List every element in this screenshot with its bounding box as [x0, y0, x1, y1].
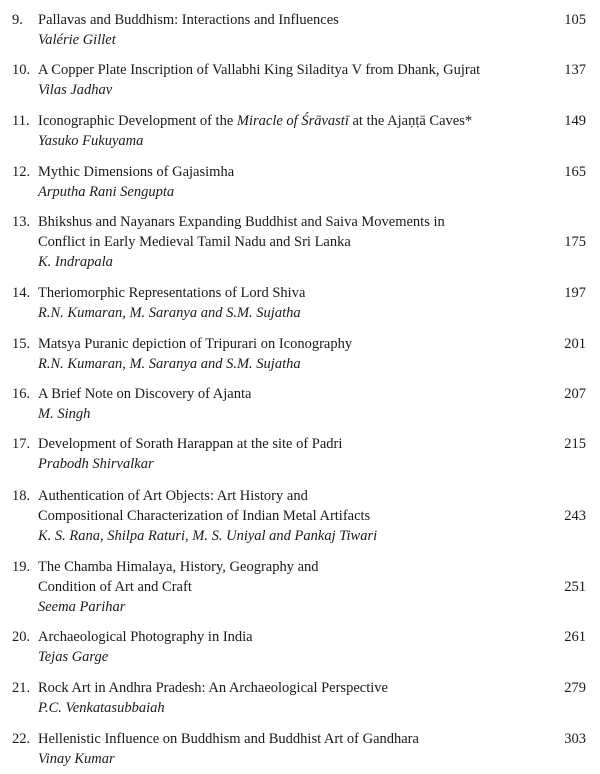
- entry-title: Mythic Dimensions of Gajasimha: [38, 164, 235, 180]
- entry-title: Condition of Art and Craft: [38, 579, 192, 595]
- entry-title: Matsya Puranic depiction of Tripurari on Iconography: [38, 336, 353, 352]
- page-number: 261: [564, 629, 586, 645]
- entry-number: 21.: [12, 680, 31, 696]
- entry-title: Iconographic Development of the Miracle of Śrāvastī at the Ajaṇṭā Caves*: [38, 113, 473, 129]
- entry-title: Archaeological Photography in India: [38, 629, 253, 645]
- page-number: 105: [564, 12, 586, 28]
- entry-number: 10.: [12, 62, 31, 78]
- entry-number: 20.: [12, 629, 31, 645]
- entry-number: 17.: [12, 436, 31, 452]
- page-number: 197: [564, 285, 586, 301]
- title-italic: Miracle of Śrāvastī: [236, 113, 349, 129]
- entry-number: 14.: [12, 285, 31, 301]
- page-number: 243: [564, 508, 586, 524]
- entry-number: 13.: [12, 214, 31, 230]
- entry-number: 9.: [12, 12, 23, 28]
- page-number: 303: [564, 731, 586, 747]
- page-number: 251: [564, 579, 586, 595]
- entry-author: M. Singh: [38, 406, 91, 422]
- page-number: 137: [564, 62, 586, 78]
- entry-author: Yasuko Fukuyama: [38, 133, 144, 149]
- entry-author: Prabodh Shirvalkar: [38, 456, 154, 472]
- entry-title: Compositional Characterization of Indian Metal Artifacts: [38, 508, 371, 524]
- entry-author: K. Indrapala: [38, 254, 113, 270]
- entry-number: 18.: [12, 488, 31, 504]
- entry-number: 22.: [12, 731, 31, 747]
- entry-number: 15.: [12, 336, 31, 352]
- entry-author: Tejas Garge: [38, 649, 109, 665]
- entry-author: P.C. Venkatasubbaiah: [38, 700, 165, 716]
- entry-author: Arputha Rani Sengupta: [38, 184, 175, 200]
- entry-author: Seema Parihar: [38, 599, 126, 615]
- entry-title: Conflict in Early Medieval Tamil Nadu and Sri Lanka: [38, 234, 351, 250]
- entry-title: Hellenistic Influence on Buddhism and Buddhist Art of Gandhara: [38, 731, 419, 747]
- entry-title: The Chamba Himalaya, History, Geography and: [38, 559, 319, 575]
- page-number: 207: [564, 386, 586, 402]
- entry-number: 11.: [12, 113, 30, 129]
- entry-author: K. S. Rana, Shilpa Raturi, M. S. Uniyal and Pankaj Tiwari: [38, 528, 378, 544]
- entry-number: 12.: [12, 164, 31, 180]
- entry-title: A Copper Plate Inscription of Vallabhi King Siladitya V from Dhank, Gujrat: [38, 62, 481, 78]
- page-number: 279: [564, 680, 586, 696]
- page-number: 149: [564, 113, 586, 129]
- entry-author: Valérie Gillet: [38, 32, 116, 48]
- entry-author: Vinay Kumar: [38, 751, 115, 767]
- entry-author: R.N. Kumaran, M. Saranya and S.M. Sujatha: [38, 356, 301, 372]
- entry-number: 19.: [12, 559, 31, 575]
- entry-author: Vilas Jadhav: [38, 82, 113, 98]
- page-number: 201: [564, 336, 586, 352]
- page-number: 215: [564, 436, 586, 452]
- entry-title: Development of Sorath Harappan at the site of Padri: [38, 436, 343, 452]
- entry-title: Bhikshus and Nayanars Expanding Buddhist and Saiva Movements in: [38, 214, 445, 230]
- entry-title: Theriomorphic Representations of Lord Shiva: [38, 285, 306, 301]
- entry-title: A Brief Note on Discovery of Ajanta: [38, 386, 252, 402]
- page-number: 165: [564, 164, 586, 180]
- entry-title: Pallavas and Buddhism: Interactions and Influences: [38, 12, 339, 28]
- entry-title: Authentication of Art Objects: Art History and: [38, 488, 308, 504]
- entry-title: Rock Art in Andhra Pradesh: An Archaeological Perspective: [38, 680, 388, 696]
- page-number: 175: [564, 234, 586, 250]
- entry-author: R.N. Kumaran, M. Saranya and S.M. Sujatha: [38, 305, 301, 321]
- entry-number: 16.: [12, 386, 31, 402]
